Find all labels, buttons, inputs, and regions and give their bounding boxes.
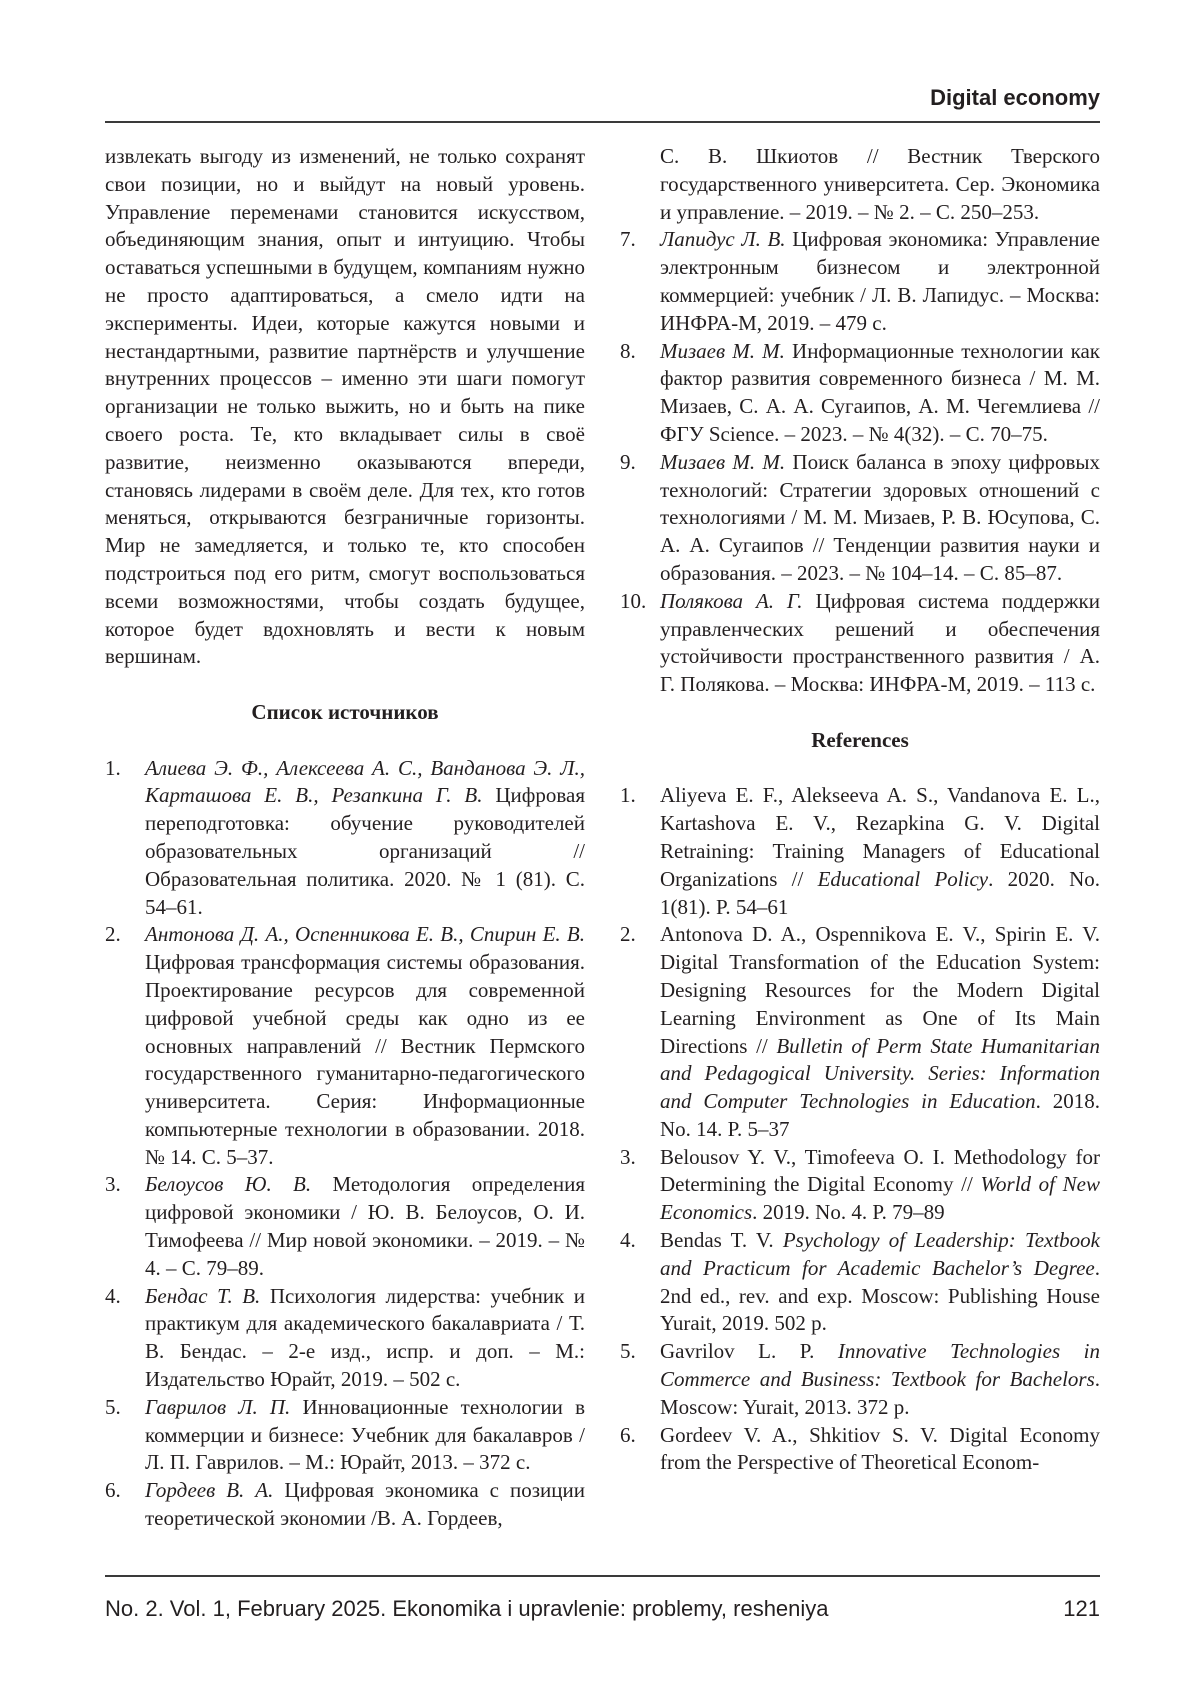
reference-details: . Moscow: Yurait, 2013. 372 p. [660, 1367, 1100, 1419]
reference-number: 3. [620, 1144, 636, 1169]
page-footer [105, 1595, 1100, 1623]
reference-item [620, 1338, 1100, 1421]
source-details: Поиск баланса в эпоху цифровых технологий: Стратегии здоровых отношений с технологиями / М. М. Мизаев, Р. В. Юсупова, С. А. А. Сугаипов // Тенденции развития науки и образования. – 2023. – № 104–14. – С. 85–87. [660, 449, 1101, 585]
reference-text: Aliyeva E. F., Alekseeva A. S., Vandanova E. L., Kartashova E. V., Rezapkina G. V. Digital Retraining: Training Managers of Educational Organizations // [660, 783, 1100, 891]
source-item [620, 588, 1100, 699]
source-item [105, 1283, 585, 1394]
reference-details: . 2nd ed., rev. and exp. Moscow: Publishing House Yurait, 2019. 502 p. [660, 1255, 1100, 1336]
source-number: 8. [620, 338, 636, 363]
reference-details: . 2020. No. 1(81). P. 54–61 [660, 866, 1100, 919]
source-authors: Гордеев В. А. [145, 1478, 274, 1503]
reference-text: Gavrilov L. P. [660, 1339, 838, 1364]
source-authors: Белоусов Ю. В. [145, 1172, 312, 1197]
source-details: Цифровая система поддержки управленческих решений и обеспечения устойчивости пространственного развития / А. Г. Полякова. – Москва: ИНФРА-М, 2019. – 113 с. [660, 588, 1100, 697]
source-item [105, 1171, 585, 1282]
reference-number: 1. [620, 783, 636, 808]
reference-source: Bulletin of Perm State Humanitarian and Pedagogical University. Series: Information and Computer Technologies in Education [660, 1033, 1100, 1114]
reference-number: 2. [620, 922, 636, 947]
source-details: Информационные технологии как фактор развития современного бизнеса / М. М. Мизаев, С. А. А. Сугаипов, А. М. Чегемлиева // ФГУ Science. – 2023. – № 4(32). – С. 70–75. [660, 338, 1101, 446]
reference-item [620, 1144, 1100, 1227]
source-item [105, 1477, 585, 1533]
sources-title: Список источников [251, 699, 439, 724]
source-item [620, 449, 1100, 588]
reference-item [620, 1227, 1100, 1338]
source-authors: Полякова А. Г. [660, 588, 803, 613]
sources-list-continued [620, 226, 1100, 699]
body-paragraph: извлекать выгоду из изменений, не только сохранят свои позиции, но и выйдут на новый уровень. Управление переменами становится искусством, объединяющим знания, опыт и интуицию. Чтобы оставаться успешными в будущем, компаниям нужно не просто адаптироваться, а смело идти на эксперименты. Идеи, которые кажутся новыми и нестандартными, развитие партнёрств и улучшение внутренних процессов – именно эти шаги помогут организации не только выжить, но и быть на пике своего роста. Те, кто вкладывает силы в своё развитие, неизменно оказываются впереди, становясь лидерами в своём деле. Для тех, кто готов меняться, открываются безграничные горизонты. Мир не замедляется, и только те, кто способен подстроиться под его ритм, смогут воспользоваться всеми возможностями, чтобы создать будущее, которое будет вдохновлять и вести к новым вершинам. [105, 144, 585, 669]
reference-source: Innovative Technologies in Commerce and Business: Textbook for Bachelors [660, 1339, 1100, 1392]
reference-item [620, 1422, 1100, 1478]
source-number: 2. [105, 922, 121, 947]
source-number: 6. [105, 1478, 121, 1503]
source-authors: Бендас Т. В. [145, 1283, 261, 1308]
reference-item [620, 782, 1100, 921]
source-details: Цифровая экономика: Управление электронным бизнесом и электронной коммерцией: учебник / Л. В. Лапидус. – Москва: ИНФРА-М, 2019. – 479 с. [660, 227, 1100, 335]
source-item [105, 755, 585, 922]
reference-item [620, 921, 1100, 1143]
running-head-section: Digital economy [930, 85, 1100, 110]
source-details: Методология определения цифровой экономики / Ю. В. Белоусов, О. И. Тимофеева // Мир новой экономики. – 2019. – № 4. – С. 79–89. [145, 1172, 585, 1280]
source-item [105, 921, 585, 1171]
journal-info: No. 2. Vol. 1, February 2025. Ekonomika i upravlenie: problemy, resheniya [105, 1596, 829, 1621]
reference-source: World of New Economics [660, 1172, 1100, 1225]
source-number: 5. [105, 1394, 121, 1419]
source-number: 1. [105, 755, 121, 780]
source-item [620, 226, 1100, 337]
reference-text: Gordeev V. A., Shkitiov S. V. Digital Economy from the Perspective of Theoretical Econom- [660, 1422, 1100, 1475]
source-details: Цифровая переподготовка: обучение руководителей образовательных организаций // Образовательная политика. 2020. № 1 (81). С. 54–61. [145, 783, 585, 919]
source-authors: Мизаев М. М. [660, 449, 786, 474]
source-item [105, 1394, 585, 1477]
source-details: Психология лидерства: учебник и практикум для академического бакалавриата / Т. В. Бендас. – 2-е изд., испр. и доп. – М.: Издательство Юрайт, 2019. – 502 с. [145, 1283, 585, 1392]
source-number: 9. [620, 449, 636, 474]
header-rule [105, 121, 1100, 123]
page-number: 121 [1063, 1596, 1100, 1621]
source-details: Цифровая трансформация системы образования. Проектирование ресурсов для современной цифровой учебной среды как одно из ее основных направлений // Вестник Пермского государственного гуманитарно-педагогического университета. Серия: Информационные компьютерные технологии в образовании. 2018. № 14. С. 5–37. [145, 950, 585, 1169]
source-details: Цифровая экономика с позиции теоретической экономии /В. А. Гордеев, [145, 1478, 585, 1531]
source-authors: Гаврилов Л. П. [145, 1394, 291, 1419]
source-authors: Антонова Д. А., Оспенникова Е. В., Спирин Е. В. [145, 922, 585, 947]
source-number: 7. [620, 227, 636, 252]
references-list [620, 782, 1100, 1477]
reference-source: Psychology of Leadership: Textbook and Practicum for Academic Bachelor’s Degree [660, 1228, 1100, 1280]
source-number: 4. [105, 1283, 121, 1308]
reference-text: Bendas T. V. [660, 1228, 783, 1253]
right-column [620, 143, 1100, 1477]
left-column [105, 143, 585, 1533]
source-authors: Алиева Э. Ф., Алексеева А. С., Ванданова Э. Л., Карташова Е. В., Резапкина Г. В. [145, 755, 585, 808]
footer-rule [105, 1575, 1100, 1577]
source-item [620, 338, 1100, 449]
reference-details: . 2019. No. 4. P. 79–89 [752, 1200, 945, 1225]
source-item-continuation: С. В. Шкиотов // Вестник Тверского государственного университета. Сер. Экономика и управление. – 2019. – № 2. – С. 250–253. [660, 144, 1100, 224]
reference-number: 6. [620, 1422, 636, 1447]
reference-number: 5. [620, 1339, 636, 1364]
sources-list [105, 755, 585, 1533]
reference-text: Belousov Y. V., Timofeeva O. I. Methodology for Determining the Digital Economy // [660, 1144, 1100, 1197]
source-details: Инновационные технологии в коммерции и бизнесе: Учебник для бакалавров / Л. П. Гаврилов. – М.: Юрайт, 2013. – 372 с. [145, 1394, 585, 1475]
source-number: 3. [105, 1172, 121, 1197]
reference-details: . 2018. No. 14. P. 5–37 [660, 1089, 1100, 1141]
references-title: References [811, 727, 909, 752]
reference-number: 4. [620, 1228, 636, 1253]
source-authors: Лапидус Л. В. [660, 227, 786, 252]
reference-source: Educational Policy [817, 866, 989, 891]
reference-text: Antonova D. A., Ospennikova E. V., Spirin E. V. Digital Transformation of the Education System: Designing Resources for the Modern Digital Learning Environment as One of Its Main Directions // [660, 922, 1100, 1058]
source-number: 10. [620, 588, 647, 613]
source-authors: Мизаев М. М. [660, 338, 785, 363]
